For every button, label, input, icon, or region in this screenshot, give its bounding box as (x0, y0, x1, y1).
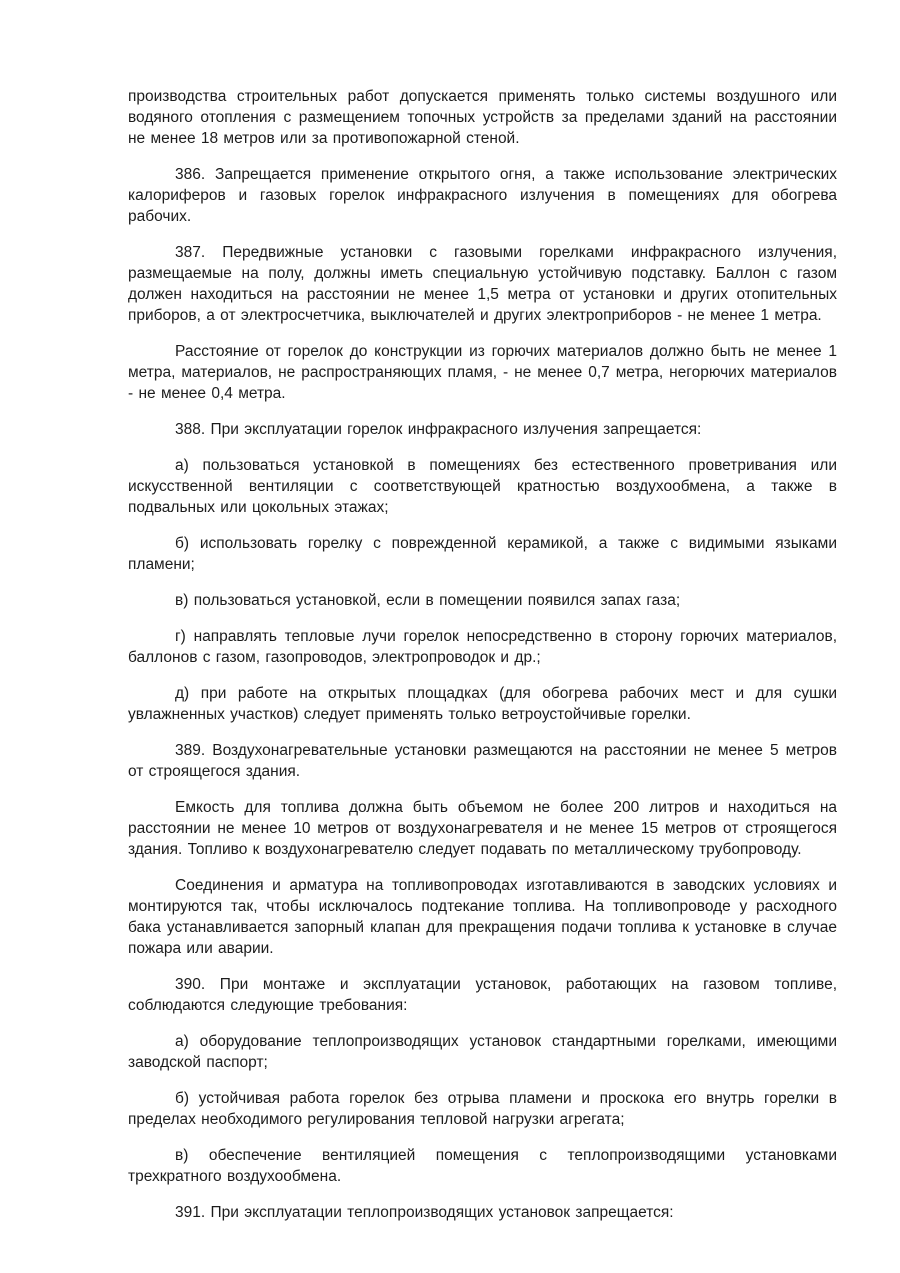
paragraph-388: 388. При эксплуатации горелок инфракрасного излучения запрещается: (175, 421, 702, 438)
paragraph-388-item-g: г) направлять тепловые лучи горелок непосредственно в сторону горючих материалов, баллонов с газом, газопроводов, электропроводок и др.; (128, 628, 837, 666)
paragraph-387-distance: Расстояние от горелок до конструкции из горючих материалов должно быть не менее 1 метра, материалов, не распространяющих пламя, - не менее 0,7 метра, негорючих материалов - не менее 0,4 метра. (128, 343, 837, 402)
paragraph-389: 389. Воздухонагревательные установки размещаются на расстоянии не менее 5 метров от строящегося здания. (128, 742, 837, 780)
paragraph-386: 386. Запрещается применение открытого огня, а также использование электрических калориферов и газовых горелок инфракрасного излучения в помещениях для обогрева рабочих. (128, 166, 837, 225)
paragraph-390-item-b: б) устойчивая работа горелок без отрыва пламени и проскока его внутрь горелки в пределах необходимого регулирования тепловой нагрузки агрегата; (128, 1090, 837, 1128)
paragraph-390-item-v: в) обеспечение вентиляцией помещения с теплопроизводящими установками трехкратного воздухообмена. (128, 1147, 837, 1185)
document-text-block (128, 86, 837, 1223)
paragraph-388-item-d: д) при работе на открытых площадках (для обогрева рабочих мест и для сушки увлажненных участков) следует применять только ветроустойчивые горелки. (128, 685, 837, 723)
paragraph-continuation: производства строительных работ допускается применять только системы воздушного или водяного отопления с размещением топочных устройств за пределами зданий на расстоянии не менее 18 метров или за противопожарной стеной. (128, 88, 837, 147)
paragraph-388-item-v: в) пользоваться установкой, если в помещении появился запах газа; (175, 592, 681, 609)
paragraph-391: 391. При эксплуатации теплопроизводящих установок запрещается: (175, 1204, 674, 1221)
paragraph-389-fittings: Соединения и арматура на топливопроводах изготавливаются в заводских условиях и монтируются так, чтобы исключалось подтекание топлива. На топливопроводе у расходного бака устанавливается запорный клапан для прекращения подачи топлива к установке в случае пожара или аварии. (128, 877, 837, 957)
paragraph-390-item-a: а) оборудование теплопроизводящих установок стандартными горелками, имеющими заводской паспорт; (128, 1033, 837, 1071)
paragraph-390: 390. При монтаже и эксплуатации установок, работающих на газовом топливе, соблюдаются следующие требования: (128, 976, 837, 1014)
paragraph-388-item-b: б) использовать горелку с поврежденной керамикой, а также с видимыми языками пламени; (128, 535, 837, 573)
paragraph-387: 387. Передвижные установки с газовыми горелками инфракрасного излучения, размещаемые на полу, должны иметь специальную устойчивую подставку. Баллон с газом должен находиться на расстоянии не менее 1,5 метра от установки и других отопительных приборов, а от электросчетчика, выключателей и других электроприборов - не менее 1 метра. (128, 244, 837, 324)
paragraph-388-item-a: а) пользоваться установкой в помещениях без естественного проветривания или искусственной вентиляции с соответствующей кратностью воздухообмена, а также в подвальных или цокольных этажах; (128, 457, 837, 516)
paragraph-389-fuel-tank: Емкость для топлива должна быть объемом не более 200 литров и находиться на расстоянии не менее 10 метров от воздухонагревателя и не менее 15 метров от строящегося здания. Топливо к воздухонагревателю следует подавать по металлическому трубопроводу. (128, 799, 837, 858)
